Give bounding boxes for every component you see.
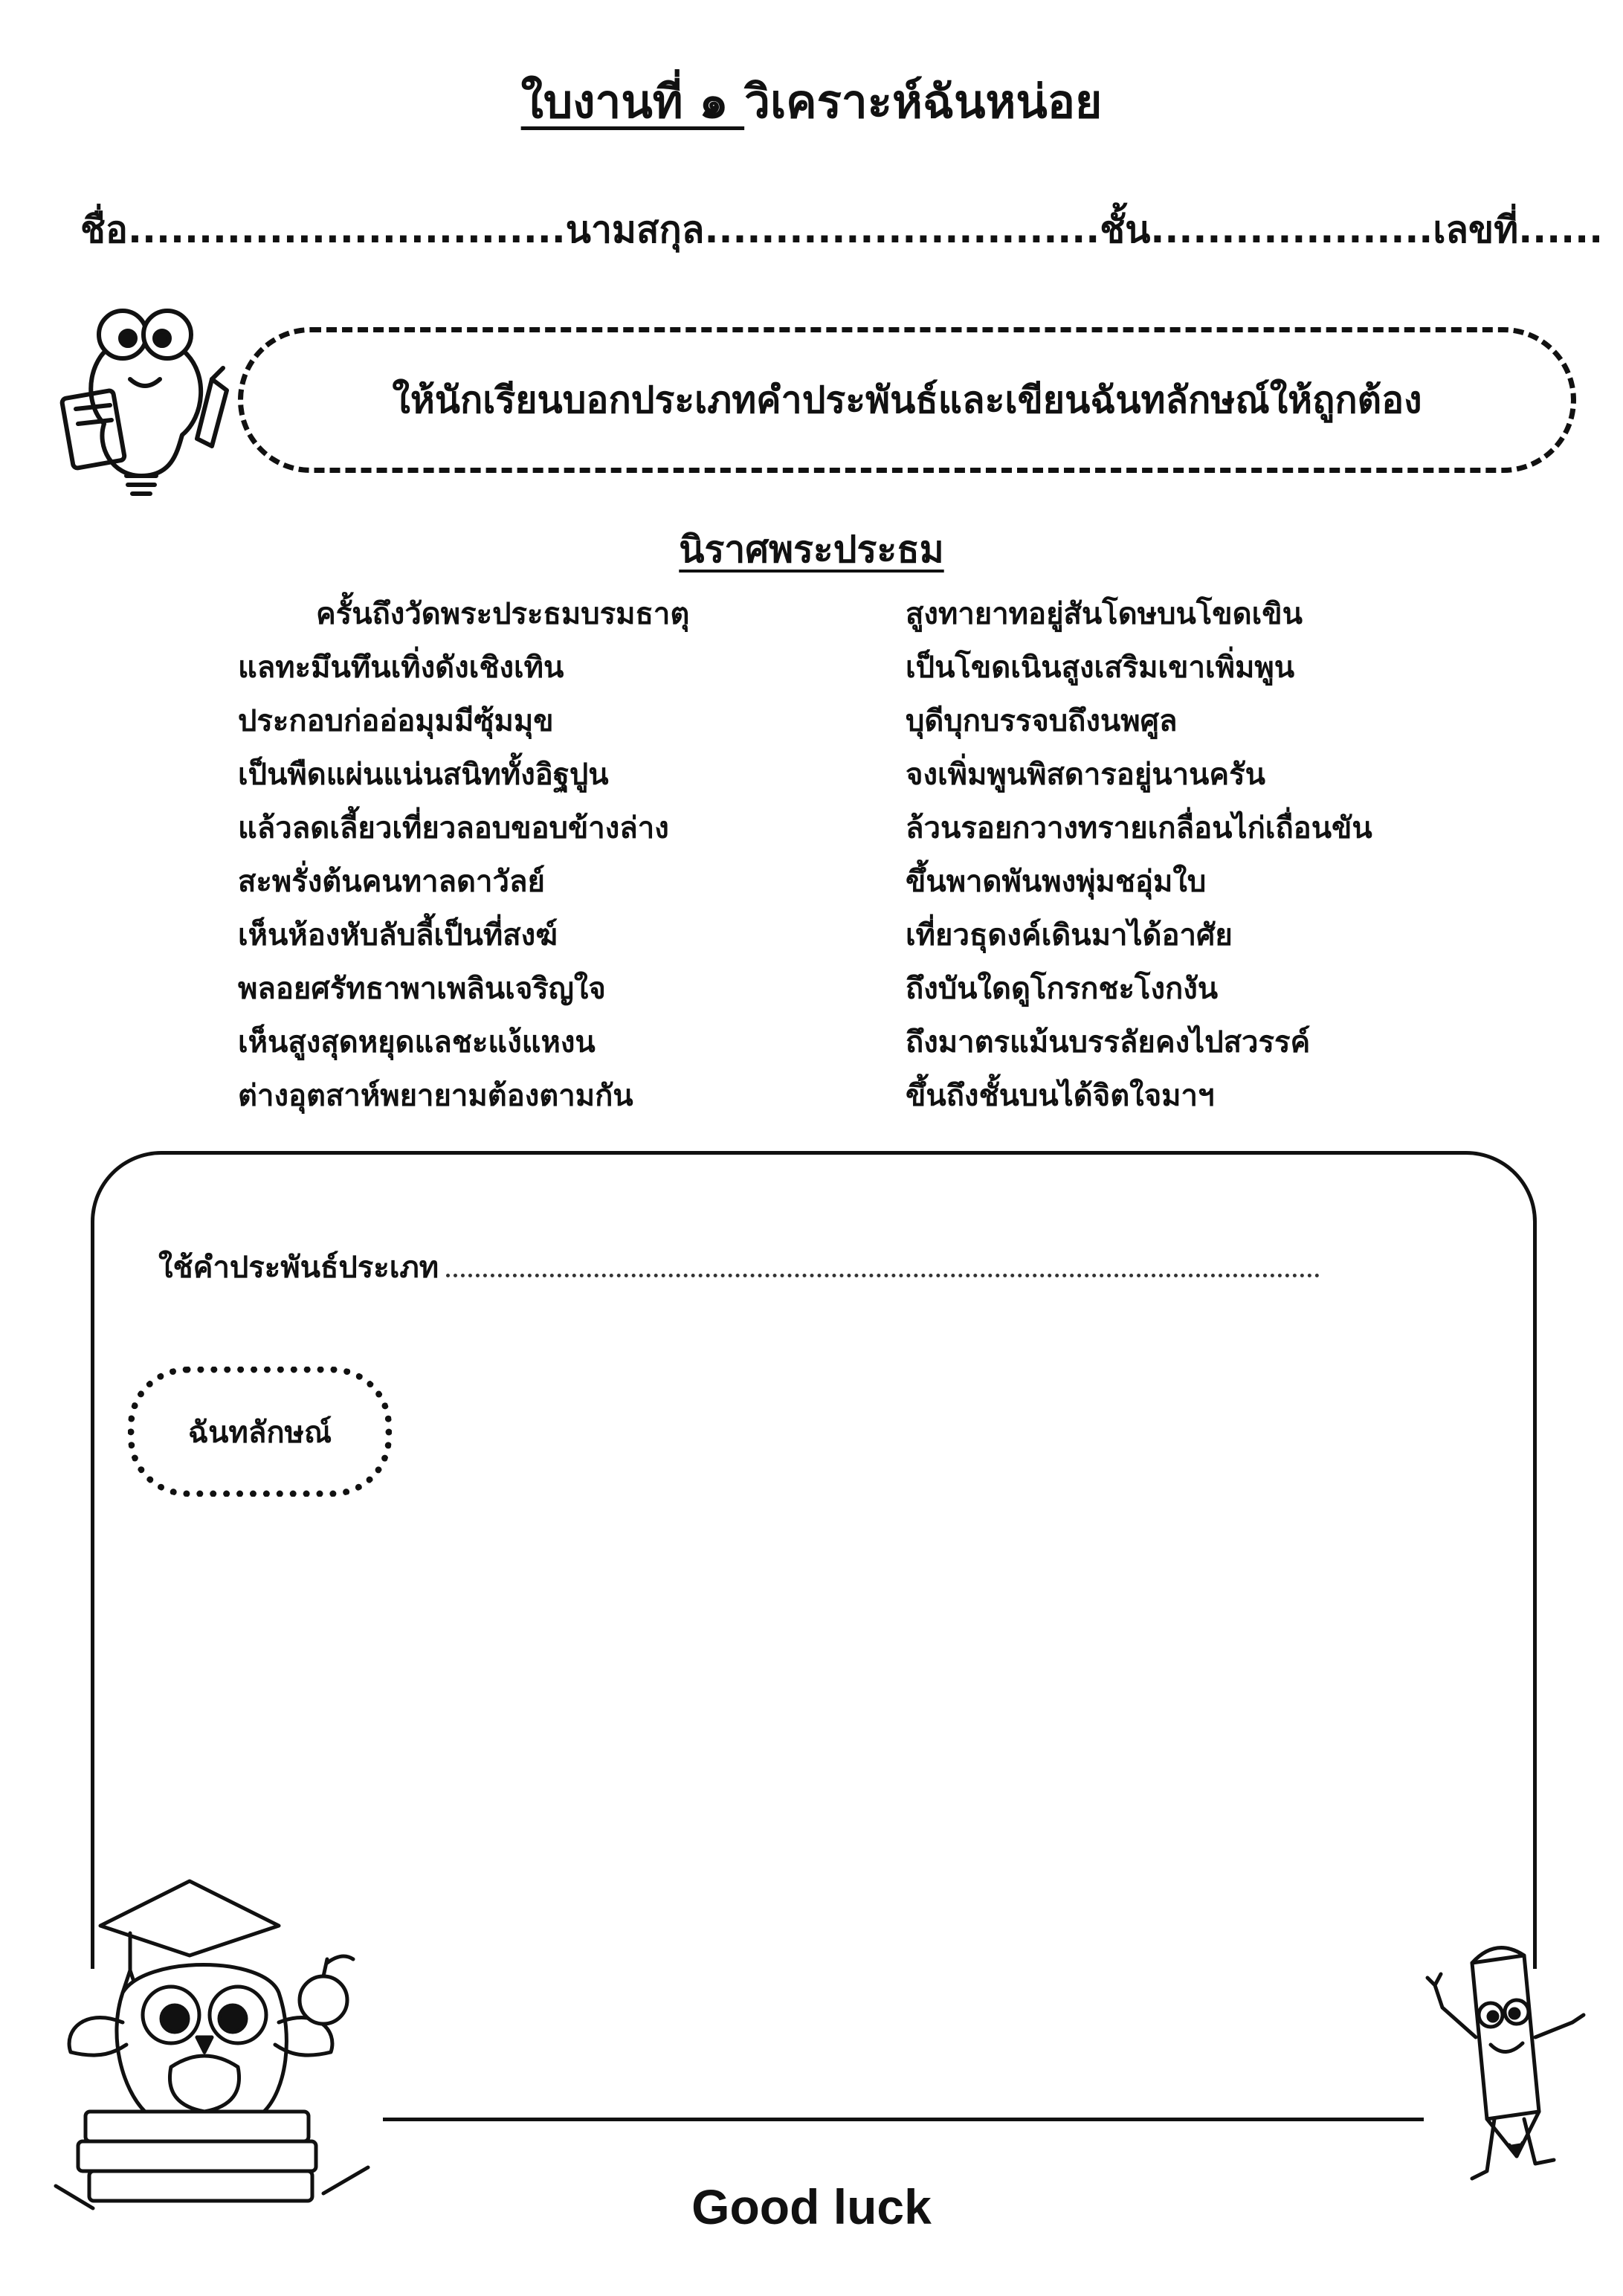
class-field[interactable]: .................... <box>1150 208 1433 251</box>
poem-line: สูงทายาทอยู่สันโดษบนโขดเขิน <box>906 597 1303 631</box>
instruction-text: ให้นักเรียนบอกประเภทคำประพันธ์และเขียนฉันทลักษณ์ให้ถูกต้อง <box>392 378 1422 422</box>
poem-line: เป็นพืดแผ่นแน่นสนิททั้งอิฐปูน <box>238 758 609 792</box>
poetry-type-label: ใช้คำประพันธ์ประเภท <box>158 1251 439 1285</box>
surname-label: นามสกุล <box>565 208 705 251</box>
poem-line: แล้วลดเลี้ยวเที่ยวลอบขอบข้างล่าง <box>238 811 669 845</box>
footer-text: Good luck <box>691 2179 932 2234</box>
poem-line: เป็นโขดเนินสูงเสริมเขาเพิ่มพูน <box>906 651 1295 685</box>
name-field[interactable]: ............................... <box>127 208 566 251</box>
poem-left-column <box>238 587 689 1123</box>
poem-line: ถึงบันใดดูโกรกชะโงกงัน <box>906 972 1219 1006</box>
poetry-type-row <box>158 1243 1320 1291</box>
class-label: ชั้น <box>1100 208 1151 251</box>
poem-line: พลอยศรัทธาพาเพลินเจริญใจ <box>238 972 606 1006</box>
poem-line: สะพรั่งต้นคนทาลดาวัลย์ <box>238 865 545 899</box>
poem-line: เห็นห้องหับลับลี้เป็นที่สงฆ์ <box>238 918 558 952</box>
lightbulb-mascot-icon <box>45 297 238 506</box>
poem-line: เที่ยวธุดงค์เดินมาได้อาศัย <box>906 918 1233 952</box>
surname-field[interactable]: ............................ <box>704 208 1100 251</box>
poetry-type-field[interactable] <box>446 1274 1320 1277</box>
pencil-mascot-icon <box>1413 1933 1591 2186</box>
poem-line: ต่างอุตสาห์พยายามต้องตามกัน <box>238 1079 633 1113</box>
poem-line: บุดีบุกบรรจบถึงนพศูล <box>906 704 1178 738</box>
worksheet-title <box>0 65 1623 138</box>
poem-line: จงเพิ่มพูนพิสดารอยู่นานครัน <box>906 758 1265 792</box>
poem-line: แลทะมึนทึนเทิ่งดังเชิงเทิน <box>238 651 564 685</box>
name-label: ชื่อ <box>80 208 128 251</box>
number-field[interactable]: ...... <box>1518 208 1604 251</box>
worksheet-subtitle: วิเคราะห์ฉันหน่อย <box>744 74 1103 129</box>
poem-right-column <box>906 587 1372 1123</box>
poem-line: ถึงมาตรแม้นบรรลัยคงไปสวรรค์ <box>906 1025 1311 1060</box>
poem-line: ครั้นถึงวัดพระประธมบรมธาตุ <box>316 597 690 631</box>
poem-title: นิราศพระประธม <box>679 528 944 571</box>
bottom-divider <box>383 2118 1424 2121</box>
prosody-label: ฉันทลักษณ์ <box>187 1415 332 1450</box>
poem-line: ขึ้นถึงชั้นบนได้จิตใจมาฯ <box>906 1079 1215 1113</box>
owl-books-icon <box>41 1866 383 2216</box>
poem-line: ขึ้นพาดพันพงพุ่มชอุ่มใบ <box>906 865 1207 899</box>
number-label: เลขที่ <box>1433 208 1519 251</box>
student-info-row <box>80 201 1604 259</box>
poem-line: ประกอบก่ออ่อมุมมีซุ้มมุข <box>238 704 554 738</box>
worksheet-number: ใบงานที่ ๑ <box>520 74 745 129</box>
poem-line: ล้วนรอยกวางทรายเกลื่อนไก่เถื่อนขัน <box>906 811 1372 845</box>
poem-line: เห็นสูงสุดหยุดแลชะแง้แหงน <box>238 1025 596 1060</box>
